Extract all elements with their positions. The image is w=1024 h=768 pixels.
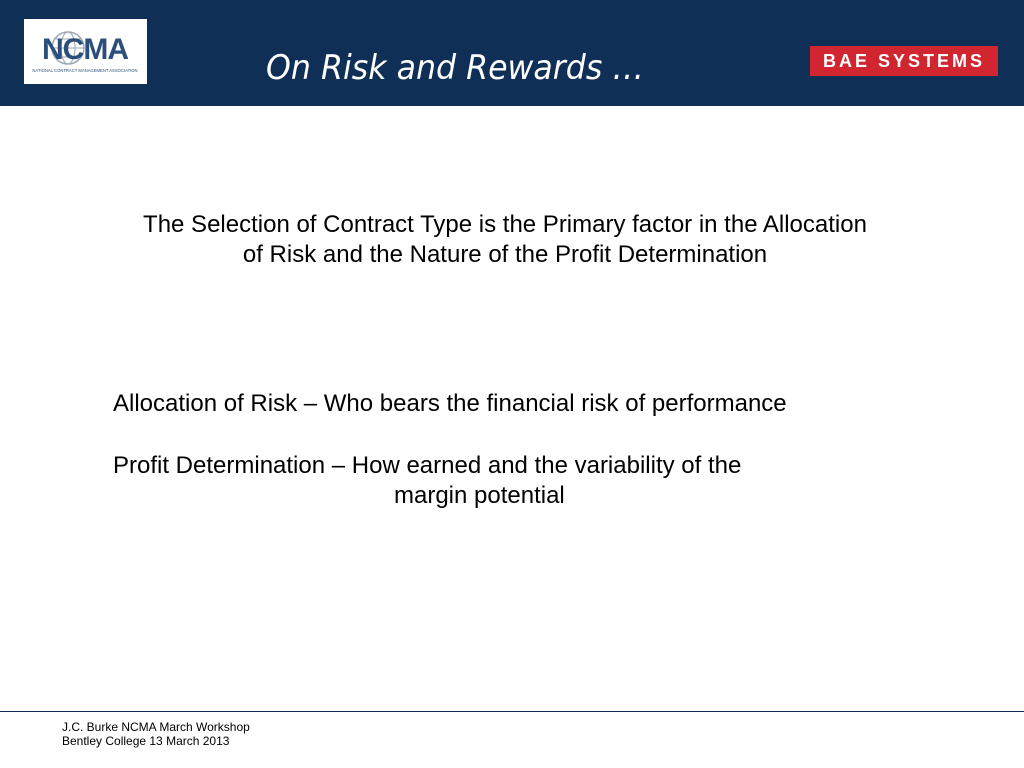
point-profit-determination-continued: margin potential <box>394 482 565 509</box>
ncma-tagline: NATIONAL CONTRACT MANAGEMENT ASSOCIATION <box>32 68 138 73</box>
bae-systems-logo: BAE SYSTEMS <box>810 46 998 76</box>
main-statement-line-2: of Risk and the Nature of the Profit Determination <box>242 241 768 268</box>
point-profit-determination: Profit Determination – How earned and the variability of the <box>113 452 742 479</box>
footer-line-1: J.C. Burke NCMA March Workshop <box>62 720 250 734</box>
slide-title: On Risk and Rewards … <box>266 48 645 88</box>
main-statement-line-1: The Selection of Contract Type is the Primary factor in the Allocation <box>143 211 867 238</box>
ncma-logo-graphic <box>24 19 147 84</box>
ncma-logo <box>24 19 147 84</box>
footer-divider <box>0 711 1024 712</box>
point-allocation-of-risk: Allocation of Risk – Who bears the financial risk of performance <box>113 390 787 417</box>
ncma-wordmark: NCMA <box>42 33 128 66</box>
footer-line-2: Bentley College 13 March 2013 <box>62 734 230 748</box>
footer-credit <box>62 720 250 748</box>
main-statement <box>60 210 950 270</box>
